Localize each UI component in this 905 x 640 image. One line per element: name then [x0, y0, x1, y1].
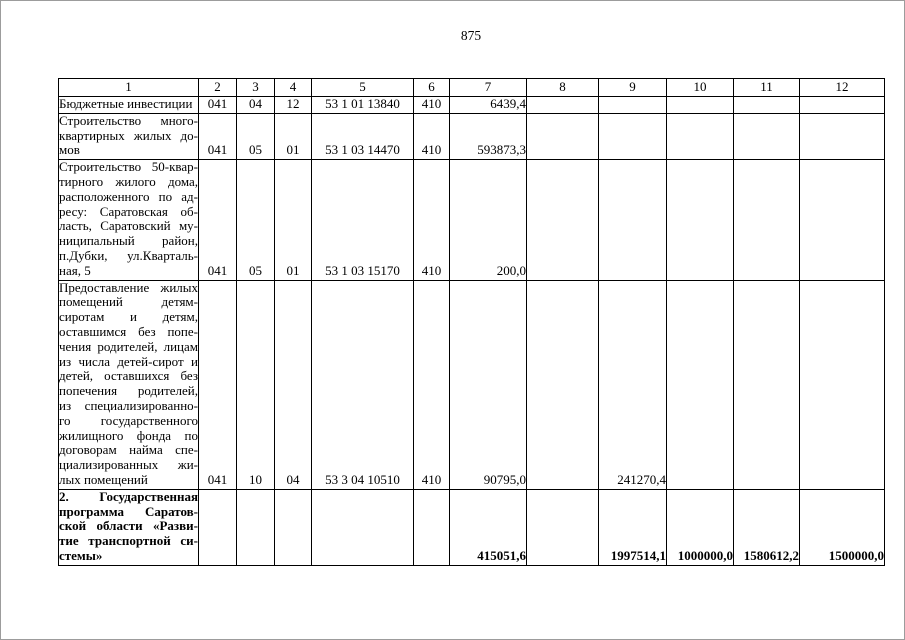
activity-name-line: сиротам и детям,	[59, 309, 198, 325]
activity-name-cell	[59, 280, 199, 489]
amount-cell	[667, 97, 734, 114]
code-cell	[312, 489, 414, 565]
amount-cell: 241270,4	[599, 280, 667, 489]
table-body	[59, 97, 885, 566]
amount-cell: 415051,6	[450, 489, 527, 565]
amount-cell	[734, 160, 800, 280]
column-header: 4	[275, 79, 312, 97]
code-cell: 041	[199, 280, 237, 489]
amount-cell	[527, 113, 599, 159]
column-header: 3	[237, 79, 275, 97]
amount-cell: 1580612,2	[734, 489, 800, 565]
activity-name-line: ресу: Саратовская об-	[59, 203, 198, 219]
amount-cell	[667, 280, 734, 489]
column-header: 6	[414, 79, 450, 97]
activity-name-line: квартирных жилых до-	[59, 127, 198, 143]
table-row	[59, 97, 885, 114]
activity-name-line: лых помещений	[59, 471, 148, 487]
column-header: 7	[450, 79, 527, 97]
activity-name-line: ской области «Разви-	[59, 518, 198, 534]
activity-name-line: циализированных жи-	[59, 457, 198, 473]
table-row	[59, 113, 885, 159]
code-cell	[237, 489, 275, 565]
amount-cell	[734, 280, 800, 489]
column-header: 2	[199, 79, 237, 97]
amount-cell	[667, 160, 734, 280]
activity-name-line: мов	[59, 142, 80, 158]
activity-name-line: го государственного	[59, 412, 198, 428]
code-cell: 53 1 03 15170	[312, 160, 414, 280]
table-row	[59, 160, 885, 280]
code-cell: 01	[275, 160, 312, 280]
code-cell: 12	[275, 97, 312, 114]
activity-name-cell	[59, 160, 199, 280]
activity-name-line: ная, 5	[59, 262, 91, 278]
table-header-row	[59, 79, 885, 97]
activity-name-line: Предоставление жилых	[59, 280, 198, 295]
activity-name-line: Строительство 50-квар-	[59, 159, 198, 175]
code-cell: 041	[199, 113, 237, 159]
amount-cell: 1000000,0	[667, 489, 734, 565]
activity-name-cell	[59, 113, 199, 159]
code-cell: 05	[237, 160, 275, 280]
table-row	[59, 489, 885, 565]
code-cell: 01	[275, 113, 312, 159]
amount-cell: 593873,3	[450, 113, 527, 159]
column-header: 1	[59, 79, 199, 97]
activity-name-line: программа Саратов-	[59, 503, 198, 519]
activity-name-line: Бюджетные инвестиции	[59, 96, 193, 111]
column-header: 11	[734, 79, 800, 97]
amount-cell	[599, 113, 667, 159]
activity-name-line: тирного жилого дома,	[59, 173, 198, 189]
column-header: 5	[312, 79, 414, 97]
activity-name-line: из специализированно-	[59, 397, 198, 413]
amount-cell	[527, 280, 599, 489]
activity-name-line: жилищного фонда по	[59, 427, 198, 443]
amount-cell: 1997514,1	[599, 489, 667, 565]
activity-name-line: п.Дубки, ул.Кварталь-	[59, 247, 198, 263]
code-cell	[199, 489, 237, 565]
column-header: 12	[800, 79, 885, 97]
activity-name-cell	[59, 489, 199, 565]
column-header: 10	[667, 79, 734, 97]
activity-name-line: 2. Государственная	[59, 489, 198, 504]
activity-name-cell	[59, 97, 199, 114]
activity-name-line: ласть, Саратовский му-	[59, 218, 198, 234]
page-number: 875	[460, 28, 482, 43]
code-cell: 410	[414, 280, 450, 489]
amount-cell	[527, 160, 599, 280]
code-cell: 410	[414, 160, 450, 280]
amount-cell	[599, 97, 667, 114]
code-cell: 04	[275, 280, 312, 489]
activity-name-line: помещений детям-	[59, 294, 198, 310]
amount-cell	[800, 113, 885, 159]
code-cell: 041	[199, 97, 237, 114]
code-cell: 410	[414, 97, 450, 114]
activity-name-line: стемы»	[59, 547, 103, 563]
amount-cell	[667, 113, 734, 159]
amount-cell: 1500000,0	[800, 489, 885, 565]
code-cell	[275, 489, 312, 565]
amount-cell	[734, 113, 800, 159]
column-header: 8	[527, 79, 599, 97]
amount-cell	[734, 97, 800, 114]
code-cell: 410	[414, 113, 450, 159]
amount-cell	[800, 160, 885, 280]
amount-cell	[800, 280, 885, 489]
code-cell: 05	[237, 113, 275, 159]
activity-name-line: договорам найма спе-	[59, 442, 198, 458]
column-header: 9	[599, 79, 667, 97]
activity-name-line: ниципальный район,	[59, 233, 198, 249]
amount-cell	[527, 489, 599, 565]
activity-name-line: детей, оставшихся без	[59, 368, 198, 384]
code-cell: 53 1 01 13840	[312, 97, 414, 114]
code-cell: 04	[237, 97, 275, 114]
amount-cell: 6439,4	[450, 97, 527, 114]
code-cell: 53 1 03 14470	[312, 113, 414, 159]
activity-name-line: расположенного по ад-	[59, 188, 198, 204]
activity-name-line: тие транспортной си-	[59, 533, 198, 549]
activity-name-line: Строительство много-	[59, 113, 198, 128]
code-cell: 041	[199, 160, 237, 280]
amount-cell: 200,0	[450, 160, 527, 280]
budget-table	[58, 78, 885, 566]
code-cell: 10	[237, 280, 275, 489]
activity-name-line: чения родителей, лицам	[59, 338, 198, 354]
table-row	[59, 280, 885, 489]
amount-cell	[527, 97, 599, 114]
amount-cell: 90795,0	[450, 280, 527, 489]
code-cell	[414, 489, 450, 565]
amount-cell	[599, 160, 667, 280]
amount-cell	[800, 97, 885, 114]
activity-name-line: попечения родителей,	[59, 383, 198, 399]
activity-name-line: оставшимся без попе-	[59, 323, 198, 339]
code-cell: 53 3 04 10510	[312, 280, 414, 489]
activity-name-line: из числа детей-сирот и	[59, 353, 198, 369]
